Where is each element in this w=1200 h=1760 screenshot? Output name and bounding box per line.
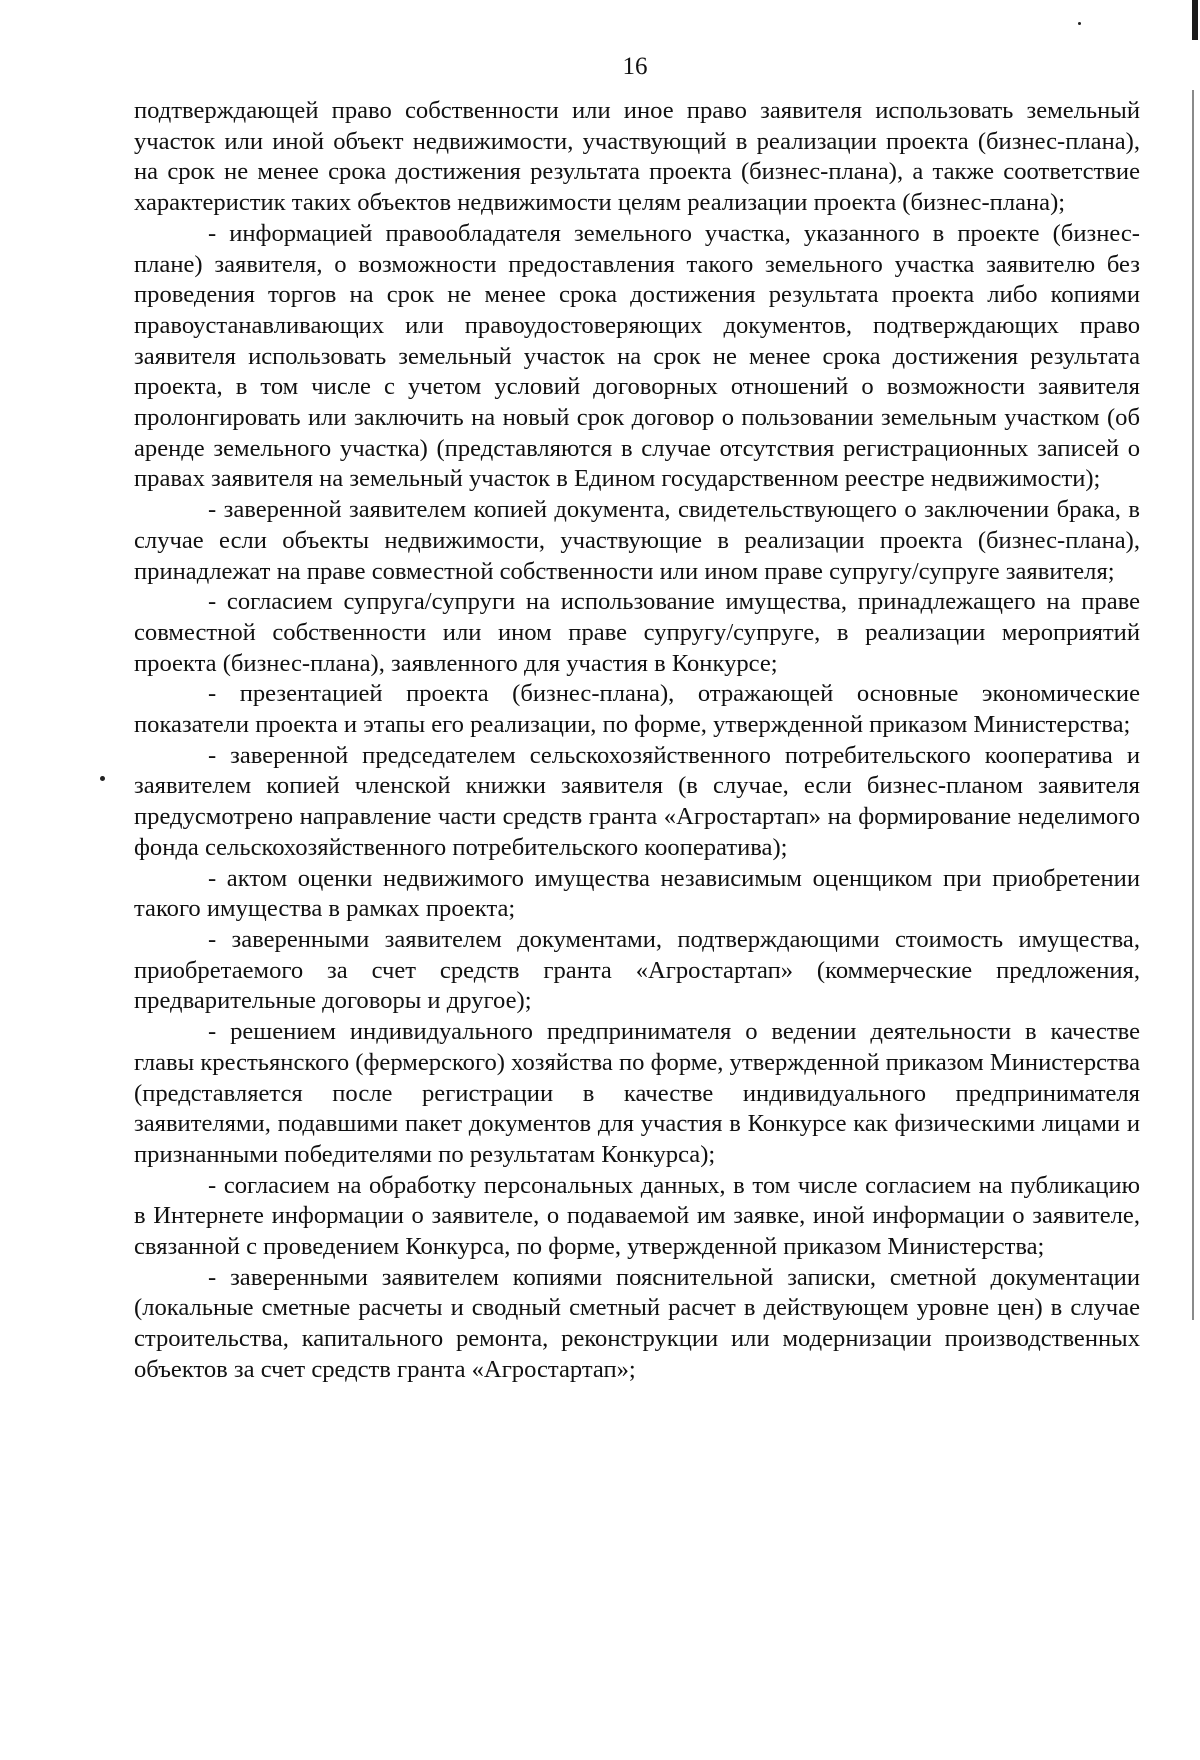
paragraph-cost-documents: - заверенными заявителем документами, подтверждающими стоимость имущества, приобретаемого за счет средств гранта «Агростартап» (коммерческие предложения, предварительные договоры и другое); <box>134 925 1140 1015</box>
paragraph-valuation-act: - актом оценки недвижимого имущества независимым оценщиком при приобретении такого имущества в рамках проекта; <box>134 864 1140 923</box>
paragraph-estimate-documents: - заверенными заявителем копиями пояснительной записки, сметной документации (локальные сметные расчеты и сводный сметный расчет в действующем уровне цен) в случае строительства, капитального ремонта, реконструкции или модернизации производственных объектов за счет средств гранта «Агростартап»; <box>134 1263 1140 1383</box>
paragraph-marriage-certificate: - заверенной заявителем копией документа, свидетельствующего о заключении брака, в случае если объекты недвижимости, участвующие в реализации проекта (бизнес-плана), принадлежат на праве совместной собственности или ином праве супругу/супруге заявителя; <box>134 496 1140 585</box>
paragraph-continuation: подтверждающей право собственности или иное право заявителя использовать земельный участок или иной объект недвижимости, участвующий в реализации проекта (бизнес-плана), на срок не менее срока достижения результата проекта (бизнес-плана), а также соответствие характеристик таких объектов недвижимости целям реализации проекта (бизнес-плана); <box>134 97 1140 217</box>
scan-edge-line <box>1192 90 1194 1320</box>
document-body <box>134 96 1140 1386</box>
paragraph-spouse-consent: - согласием супруга/супруги на использование имущества, принадлежащего на праве совместной собственности или ином праве супругу/супруге, в реализации мероприятий проекта (бизнес-плана), заявленного для участия в Конкурсе; <box>134 588 1140 677</box>
paragraph-data-consent: - согласием на обработку персональных данных, в том числе согласием на публикацию в Интернете информации о заявителе, о подаваемой им заявке, иной информации о заявителе, связанной с проведением Конкурса, по форме, утвержденной приказом Министерства; <box>134 1171 1140 1261</box>
paragraph-entrepreneur-decision: - решением индивидуального предпринимателя о ведении деятельности в качестве главы крестьянского (фермерского) хозяйства по форме, утвержденной приказом Министерства (представляется после регистрации в качестве индивидуального предпринимателя заявителями, подавшими пакет документов для участия в Конкурсе как физическими лицами и признанными победителями по результатам Конкурса); <box>134 1018 1140 1168</box>
paragraph-land-rights: - информацией правообладателя земельного участка, указанного в проекте (бизнес-плане) заявителя, о возможности предоставления такого земельного участка заявителю без проведения торгов на срок не менее срока достижения результата проекта либо копиями правоустанавливающих или правоудостоверяющих документов, подтверждающих право заявителя использовать земельный участок на срок не менее срока достижения результата проекта, в том числе с учетом условий договорных отношений о возможности заявителя пролонгировать или заключить на новый срок договор о пользовании земельным участком (об аренде земельного участка) (представляются в случае отсутствия регистрационных записей о правах заявителя на земельный участок в Едином государственном реестре недвижимости); <box>134 219 1140 493</box>
scan-edge-mark <box>1192 0 1198 40</box>
scan-speck <box>100 776 105 781</box>
paragraph-membership-book: - заверенной председателем сельскохозяйственного потребительского кооператива и заявителем копией членской книжки заявителя (в случае, если бизнес-планом заявителя предусмотрено направление части средств гранта «Агростартап» на формирование неделимого фонда сельскохозяйственного потребительского кооператива); <box>134 741 1140 861</box>
paragraph-presentation: - презентацией проекта (бизнес-плана), отражающей основные экономические показатели проекта и этапы его реализации, по форме, утвержденной приказом Министерства; <box>134 680 1140 739</box>
scan-speck <box>1078 22 1081 25</box>
page-number: 16 <box>622 53 648 80</box>
